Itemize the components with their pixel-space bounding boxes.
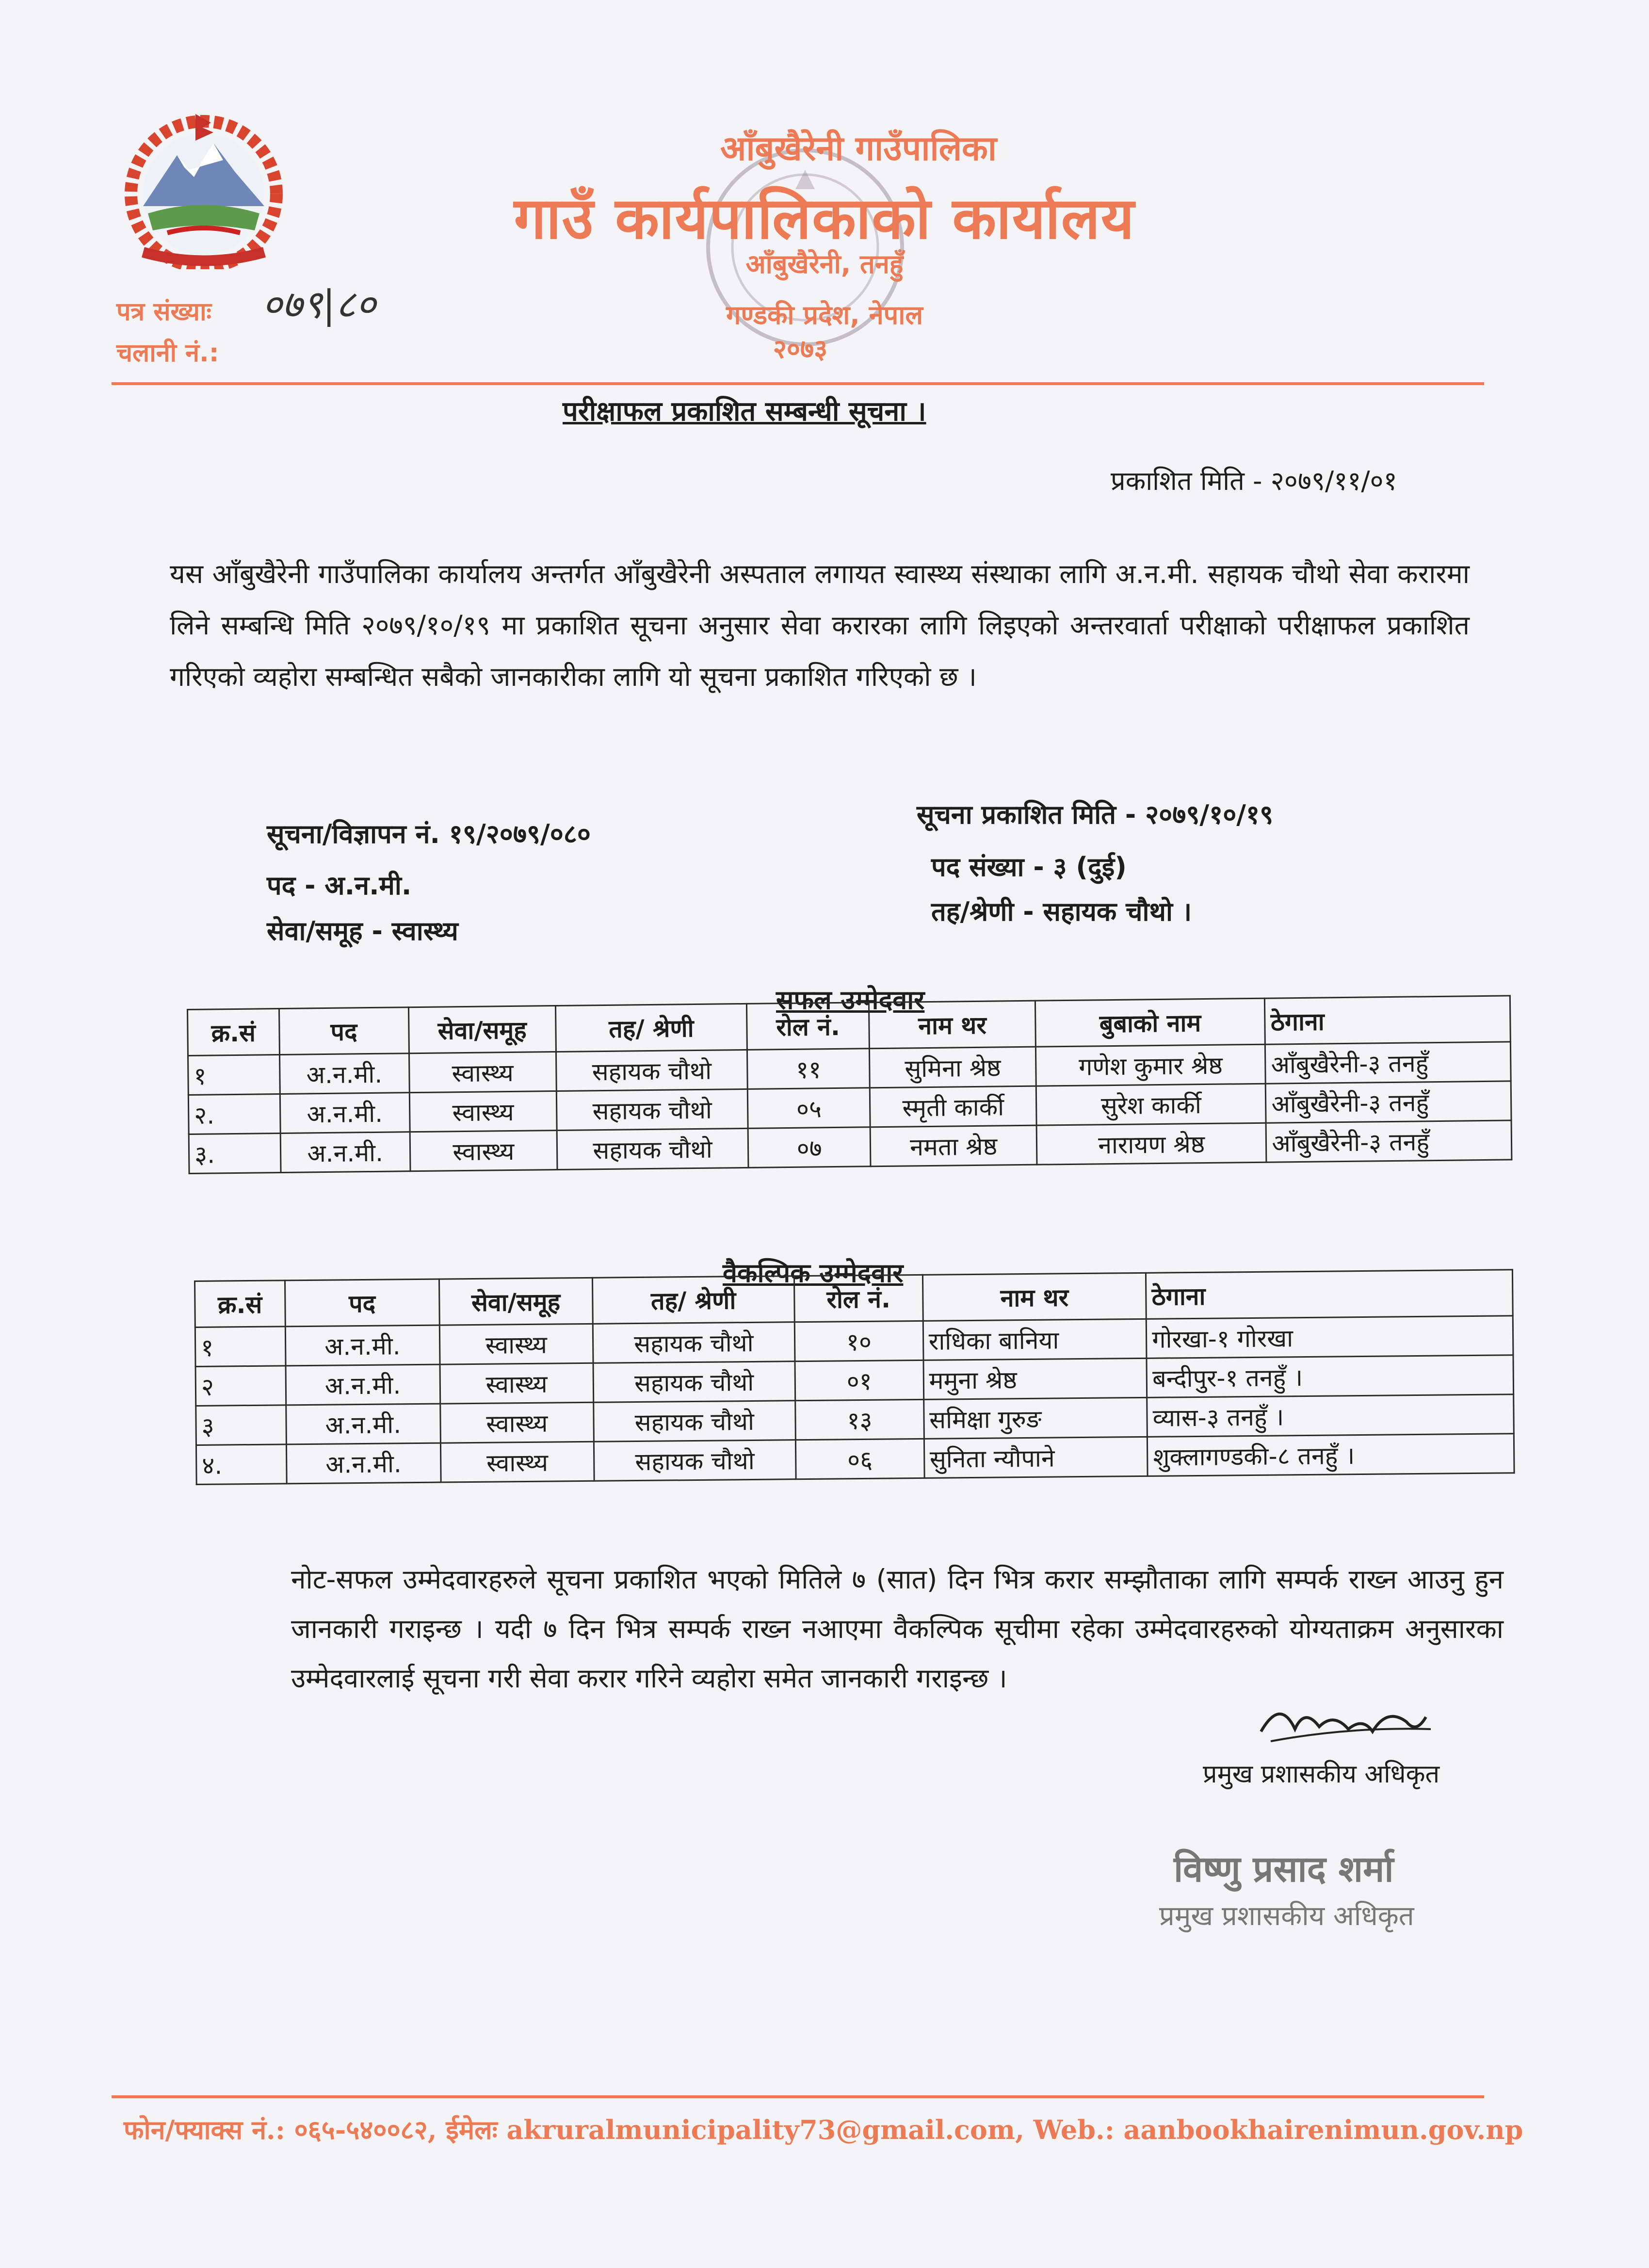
table-cell: सहायक चौथो [593,1322,795,1363]
office-address-district: आँबुखैरेनी, तनहुँ [745,249,904,279]
column-header: सेवा/समूह [408,1006,556,1053]
signer-title-stamp: प्रमुख प्रशासकीय अधिकृत [1159,1900,1414,1932]
table-cell: १० [794,1321,923,1361]
header-divider [112,382,1484,385]
table-cell: राधिका बानिया [923,1319,1147,1360]
handwritten-signature-icon [1251,1688,1436,1761]
notice-date: सूचना प्रकाशित मिति - २०७९/१०/१९ [917,799,1274,830]
table-cell: ११ [747,1049,870,1089]
column-header: ठेगाना [1265,996,1511,1044]
column-header: बुबाको नाम [1035,998,1265,1047]
municipality-name: आँबुखैरेनी गाउँपालिका [720,129,997,168]
table-cell: ३ [196,1405,286,1445]
successful-candidates-table [187,995,1512,1174]
table-cell: आँबुखैरेनी-३ तनहुँ [1266,1120,1512,1162]
table-cell: स्वास्थ्य [439,1324,593,1364]
column-header: तह/ श्रेणी [556,1004,747,1052]
table-cell: बन्दीपुर-१ तनहुँ । [1147,1355,1513,1398]
table-cell: १ [188,1055,280,1095]
column-header: क्र.सं [188,1009,280,1056]
alternate-candidates-table [194,1269,1515,1485]
column-header: सेवा/समूह [439,1278,592,1325]
office-address-province: गण्डकी प्रदेश, नेपाल [726,300,923,330]
table-cell: अ.न.मी. [285,1325,440,1366]
table-cell: सहायक चौथो [593,1401,795,1442]
successful-candidates-title: सफल उम्मेदवार [776,985,925,1015]
column-header: पद [285,1279,439,1327]
table-cell: स्वास्थ्य [410,1131,557,1171]
table-cell: अ.न.मी. [286,1364,440,1405]
table-cell: व्यास-३ तनहुँ । [1147,1394,1514,1437]
table-cell: सहायक चौथो [556,1050,748,1091]
table-cell: स्मृती कार्की [870,1086,1036,1127]
office-established-year: २०७३ [773,334,828,364]
level-grade: तह/श्रेणी - सहायक चौथो । [931,896,1192,927]
table-cell: सहायक चौथो [556,1089,748,1130]
signer-title: प्रमुख प्रशासकीय अधिकृत [1203,1760,1440,1789]
table-cell: समिक्षा गुरुङ [923,1397,1147,1439]
table-cell: ०७ [748,1127,871,1168]
table-cell: ४. [196,1444,286,1485]
table-cell: ममुना श्रेष्ठ [923,1358,1147,1399]
table-cell: गणेश कुमार श्रेष्ठ [1035,1044,1265,1086]
footer-contact: फोन/फ्याक्स नं.: ०६५-५४००८२, ईमेलः akruralmunicipality73@gmail.com, Web.: aanbookhairenimun.gov.np [124,2114,1523,2145]
table-cell: अ.न.मी. [280,1093,410,1134]
table-cell: ०१ [795,1360,923,1400]
column-header: तह/ श्रेणी [592,1276,794,1324]
table-cell: सहायक चौथो [593,1361,795,1403]
table-cell: सुरेश कार्की [1036,1084,1266,1125]
table-cell: सहायक चौथो [557,1128,748,1169]
table-cell: आँबुखैरेनी-३ तनहुँ [1265,1042,1511,1084]
table-cell: आँबुखैरेनी-३ तनहुँ [1266,1081,1511,1123]
table-cell: सुनिता न्यौपाने [924,1437,1148,1478]
table-cell: नमता श्रेष्ठ [871,1125,1037,1166]
table-cell: १ [195,1327,285,1367]
post-count: पद संख्या - ३ (दुई) [931,852,1127,882]
table-cell: ३. [189,1133,280,1173]
service-group: सेवा/समूह - स्वास्थ्य [267,916,458,946]
table-cell: स्वास्थ्य [440,1442,594,1482]
table-cell: अ.न.मी. [280,1132,410,1173]
signer-name: विष्णु प्रसाद शर्मा [1174,1848,1394,1890]
dispatch-number-label: चलानी नं.: [116,339,219,368]
column-header: नाम थर [869,1001,1035,1049]
table-cell: सहायक चौथो [594,1440,796,1481]
government-emblem-icon [109,109,298,269]
notice-body: यस आँबुखैरेनी गाउँपालिका कार्यालय अन्तर्गत आँबुखैरेनी अस्पताल लगायत स्वास्थ्य संस्थाका लागि अ.न.मी. सहायक चौथो सेवा करारमा लिने सम्बन्धि मिति २०७९/१०/१९ मा प्रकाशित सूचना अनुसार सेवा करारका लागि लिइएको अन्तरवार्ता परीक्षाको परीक्षाफल प्रकाशित गरिएको व्यहोरा सम्बन्धित सबैको जानकारीका लागि यो सूचना प्रकाशित गरिएको छ । [170,558,1470,692]
table-cell: ०५ [747,1088,870,1129]
column-header: रोल नं. [746,1003,869,1050]
table-cell: २ [195,1366,286,1406]
table-cell: १३ [795,1399,924,1440]
table-cell: सुमिना श्रेष्ठ [870,1047,1036,1088]
advertisement-number: सूचना/विज्ञापन नं. १९/२०७९/०८० [267,819,591,849]
letter-number-value: ०७९|८० [262,282,376,327]
publish-date: प्रकाशित मिति - २०७९/११/०१ [1111,466,1397,496]
table-cell: नारायण श्रेष्ठ [1036,1123,1266,1165]
office-title: गाउँ कार्यपालिकाको कार्यालय [514,185,1135,252]
column-header: ठेगाना [1146,1270,1513,1319]
table-cell: अ.न.मी. [279,1053,409,1094]
footer-divider [112,2095,1484,2098]
column-header: रोल नं. [794,1275,923,1322]
table-cell: अ.न.मी. [286,1443,441,1484]
table-cell: २. [188,1094,280,1134]
alternate-candidates-title: वैकल्पिक उम्मेदवार [723,1258,904,1288]
column-header: क्र.सं [195,1280,285,1328]
table-cell: स्वास्थ्य [409,1052,556,1093]
table-cell: स्वास्थ्य [440,1402,594,1443]
table-cell: ०६ [795,1439,924,1479]
letter-number-label: पत्र संख्याः [116,297,212,326]
column-header: नाम थर [922,1273,1146,1321]
table-cell: स्वास्थ्य [409,1091,557,1132]
post-name: पद - अ.न.मी. [267,870,412,901]
table-cell: अ.न.मी. [286,1404,440,1444]
table-cell: गोरखा-१ गोरखा [1147,1316,1513,1359]
notice-title: परीक्षाफल प्रकाशित सम्बन्धी सूचना । [563,396,926,427]
column-header: पद [279,1007,409,1055]
table-cell: स्वास्थ्य [440,1363,593,1404]
note-text: नोट-सफल उम्मेदवारहरुले सूचना प्रकाशित भएको मितिले ७ (सात) दिन भित्र करार सम्झौताका लागि सम्पर्क राख्न आउनु हुन जानकारी गराइन्छ । यदी ७ दिन भित्र सम्पर्क राख्न नआएमा वैकल्पिक सूचीमा रहेका उम्मेदवारहरुको योग्यताक्रम अनुसारका उम्मेदवारलाई सूचना गरी सेवा करार गरिने व्यहोरा समेत जानकारी गराइन्छ । [291,1564,1504,1694]
table-cell: शुक्लागण्डकी-८ तनहुँ । [1148,1434,1514,1476]
